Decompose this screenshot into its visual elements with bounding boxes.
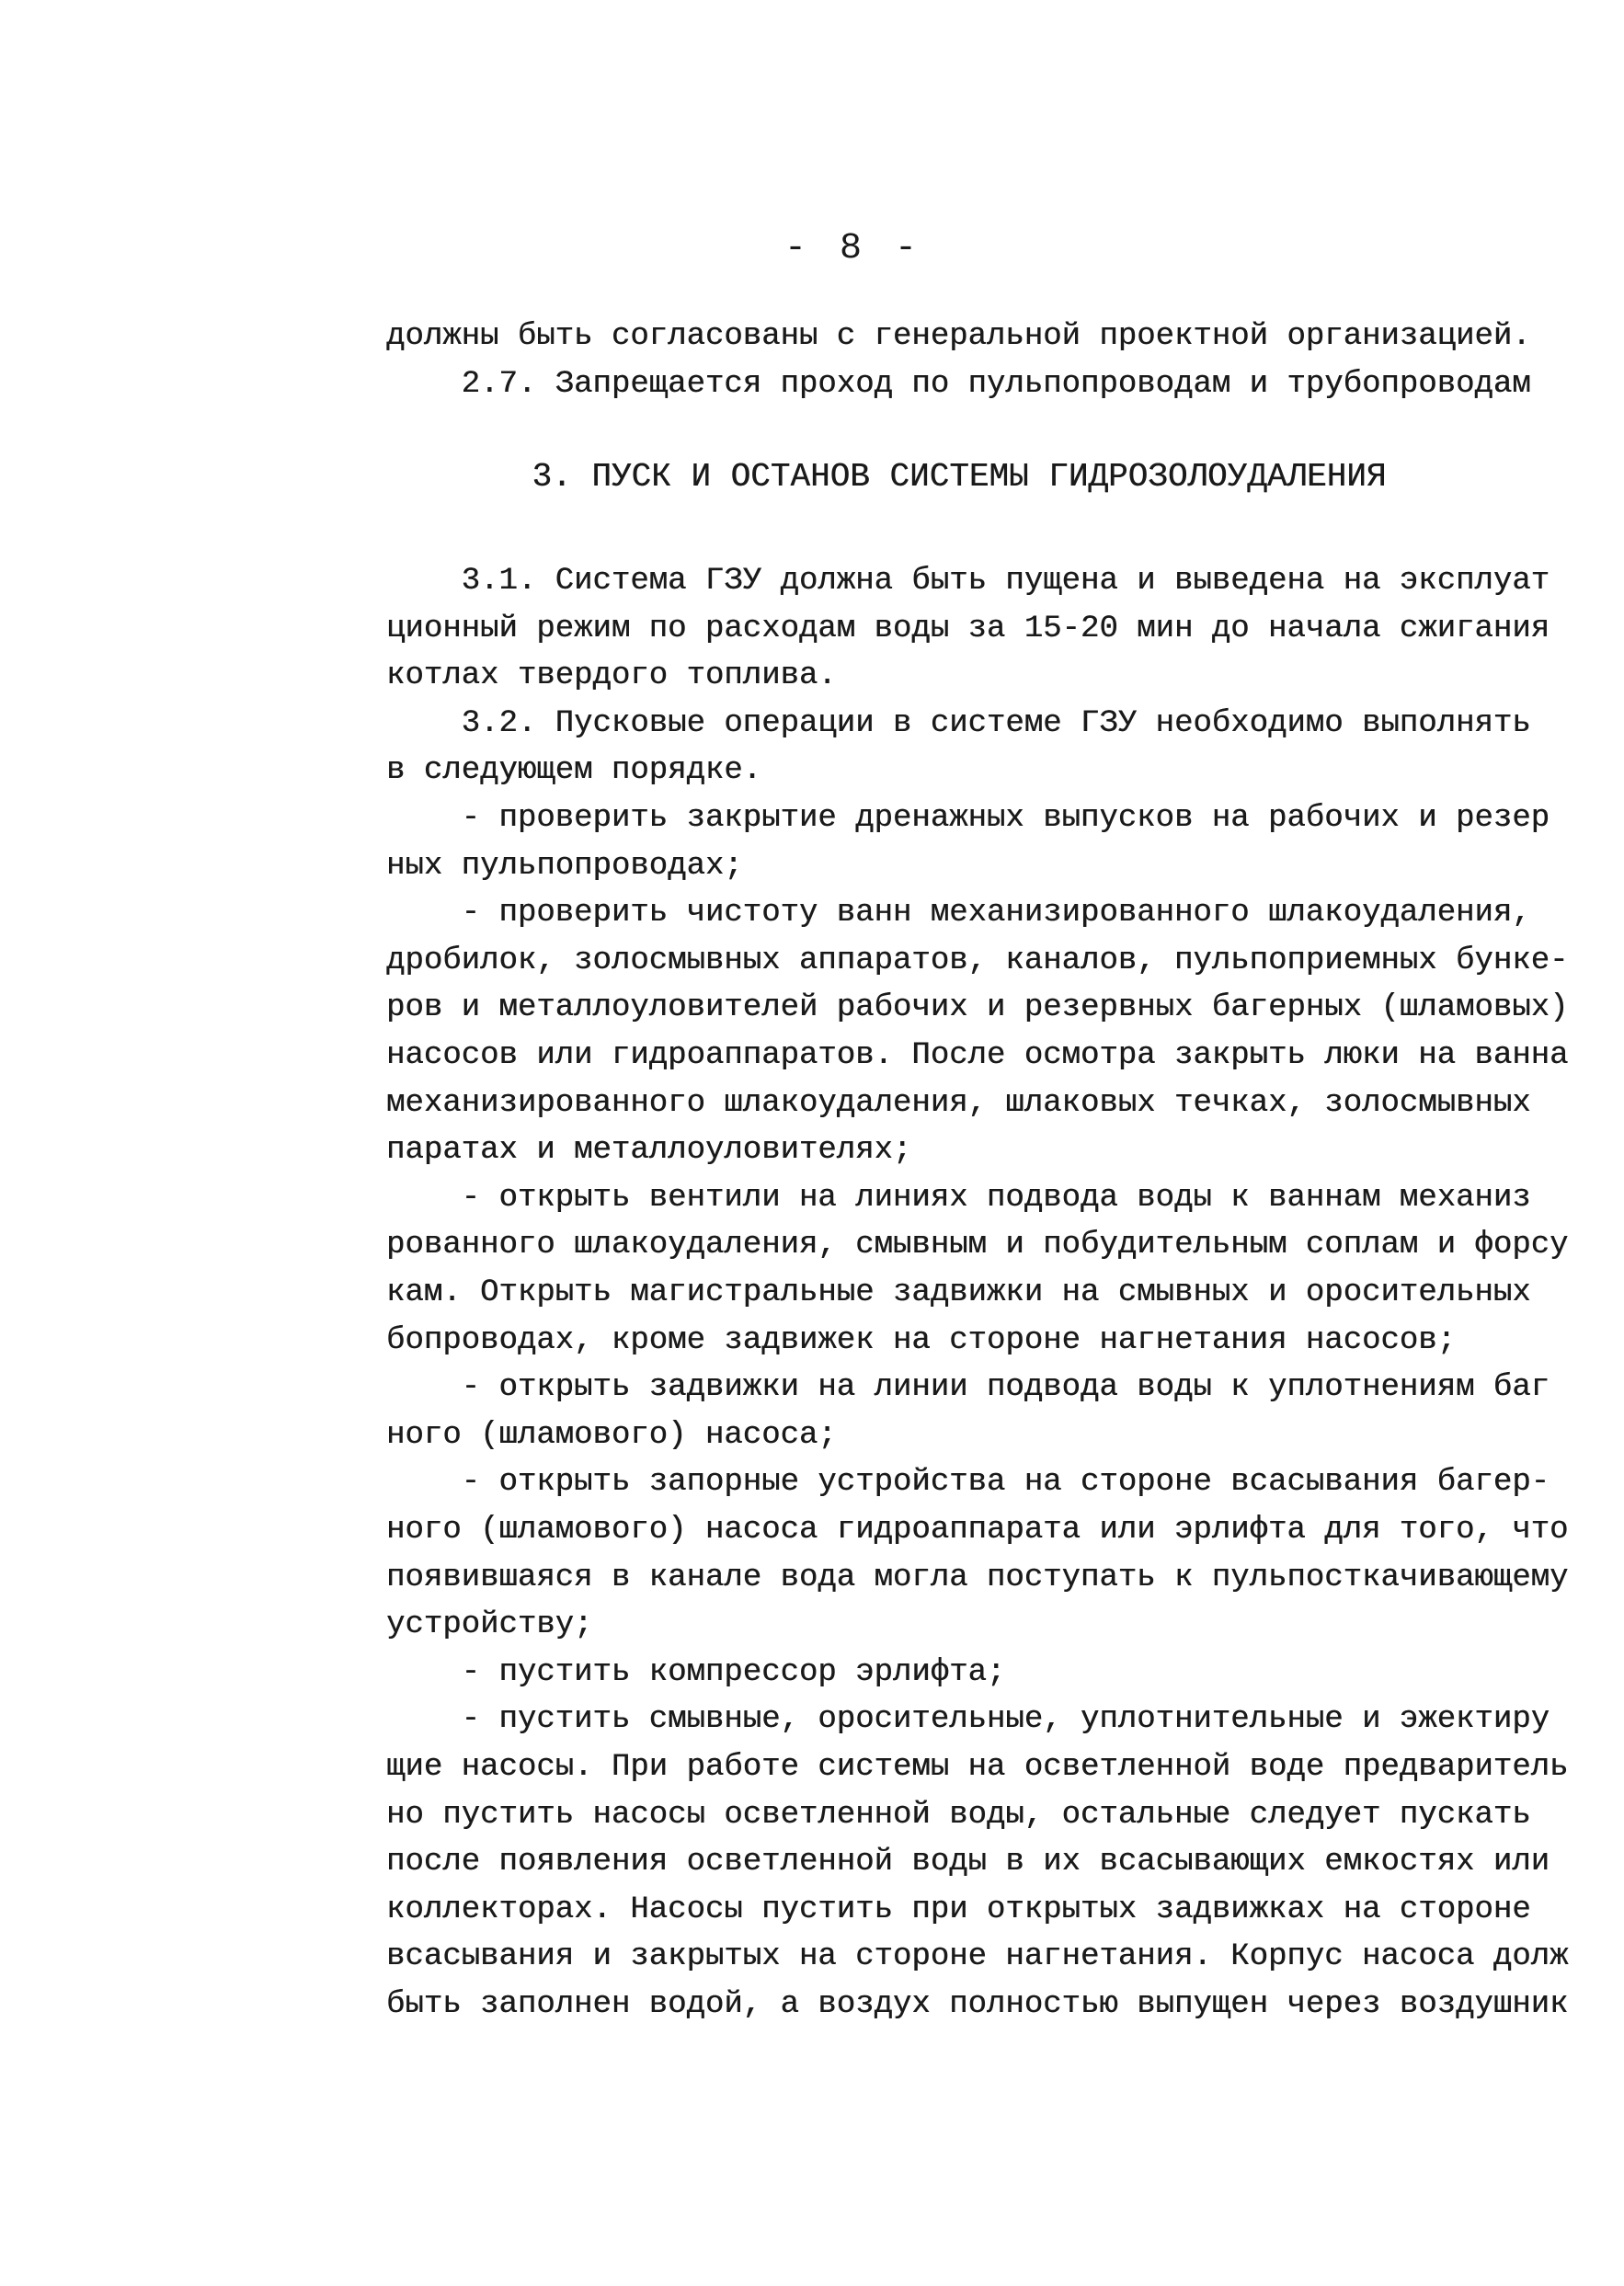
text-line: механизированного шлакоудаления, шлаковых течках, золосмывных <box>386 1085 1531 1121</box>
text-line: дробилок, золосмывных аппаратов, каналов, пульпоприемных бунке- <box>386 943 1569 978</box>
text-line: ного (шламового) насоса гидроаппарата или эрлифта для того, что <box>386 1513 1569 1548</box>
text-line: 3.2. Пусковые операции в системе ГЗУ необходимо выполнять <box>386 705 1531 741</box>
text-line: щие насосы. При работе системы на осветленной воде предваритель <box>386 1750 1569 1785</box>
text-line: появившаяся в канале вода могла поступать к пульпосткачивающему <box>386 1560 1569 1595</box>
text-line: коллекторах. Насосы пустить при открытых задвижках на стороне <box>386 1892 1531 1927</box>
text-line: ров и металлоуловителей рабочих и резервных багерных (шламовых) <box>386 990 1569 1026</box>
section-heading: 3. ПУСК И ОСТАНОВ СИСТЕМЫ ГИДРОЗОЛОУДАЛЕНИЯ <box>532 458 1387 496</box>
text-line: котлах твердого топлива. <box>386 658 837 694</box>
text-line: - проверить чистоту ванн механизированного шлакоудаления, <box>386 896 1531 932</box>
text-line: 3.1. Система ГЗУ должна быть пущена и выведена на эксплуат <box>386 564 1550 599</box>
text-line: в следующем порядке. <box>386 753 762 789</box>
text-line: 2.7. Запрещается проход по пульпопроводам и трубопроводам <box>386 367 1531 402</box>
text-line: должны быть согласованы с генеральной проектной организацией. <box>386 319 1531 354</box>
text-line: но пустить насосы осветленной воды, остальные следует пускать <box>386 1797 1531 1833</box>
text-line: - открыть задвижки на линии подвода воды к уплотнениям баг <box>386 1370 1550 1406</box>
text-line: кам. Открыть магистральные задвижки на смывных и оросительных <box>386 1275 1531 1310</box>
text-line: после появления осветленной воды в их всасывающих емкостях или <box>386 1845 1550 1880</box>
text-line: рованного шлакоудаления, смывным и побудительным соплам и форсу <box>386 1228 1569 1263</box>
text-line: - открыть запорные устройства на стороне всасывания багер- <box>386 1465 1550 1501</box>
page-number: - 8 - <box>783 228 923 269</box>
text-line: - пустить смывные, оросительные, уплотнительные и эжектиру <box>386 1702 1550 1738</box>
text-line: ционный режим по расходам воды за 15-20 мин до начала сжигания <box>386 611 1550 646</box>
text-line: ных пульпопроводах; <box>386 848 743 884</box>
text-line: быть заполнен водой, а воздух полностью выпущен через воздушник <box>386 1987 1569 2022</box>
text-line: ного (шламового) насоса; <box>386 1417 837 1453</box>
text-line: - пустить компрессор эрлифта; <box>386 1654 1006 1690</box>
text-line: устройству; <box>386 1607 593 1643</box>
text-line: всасывания и закрытых на стороне нагнетания. Корпус насоса долж <box>386 1939 1569 1975</box>
text-line: - проверить закрытие дренажных выпусков на рабочих и резер <box>386 801 1550 836</box>
text-line: бопроводах, кроме задвижек на стороне нагнетания насосов; <box>386 1322 1456 1358</box>
text-line: - открыть вентили на линиях подвода воды к ваннам механиз <box>386 1180 1531 1216</box>
text-line: паратах и металлоуловителях; <box>386 1133 912 1169</box>
text-line: насосов или гидроаппаратов. После осмотра закрыть люки на ванна <box>386 1038 1569 1073</box>
